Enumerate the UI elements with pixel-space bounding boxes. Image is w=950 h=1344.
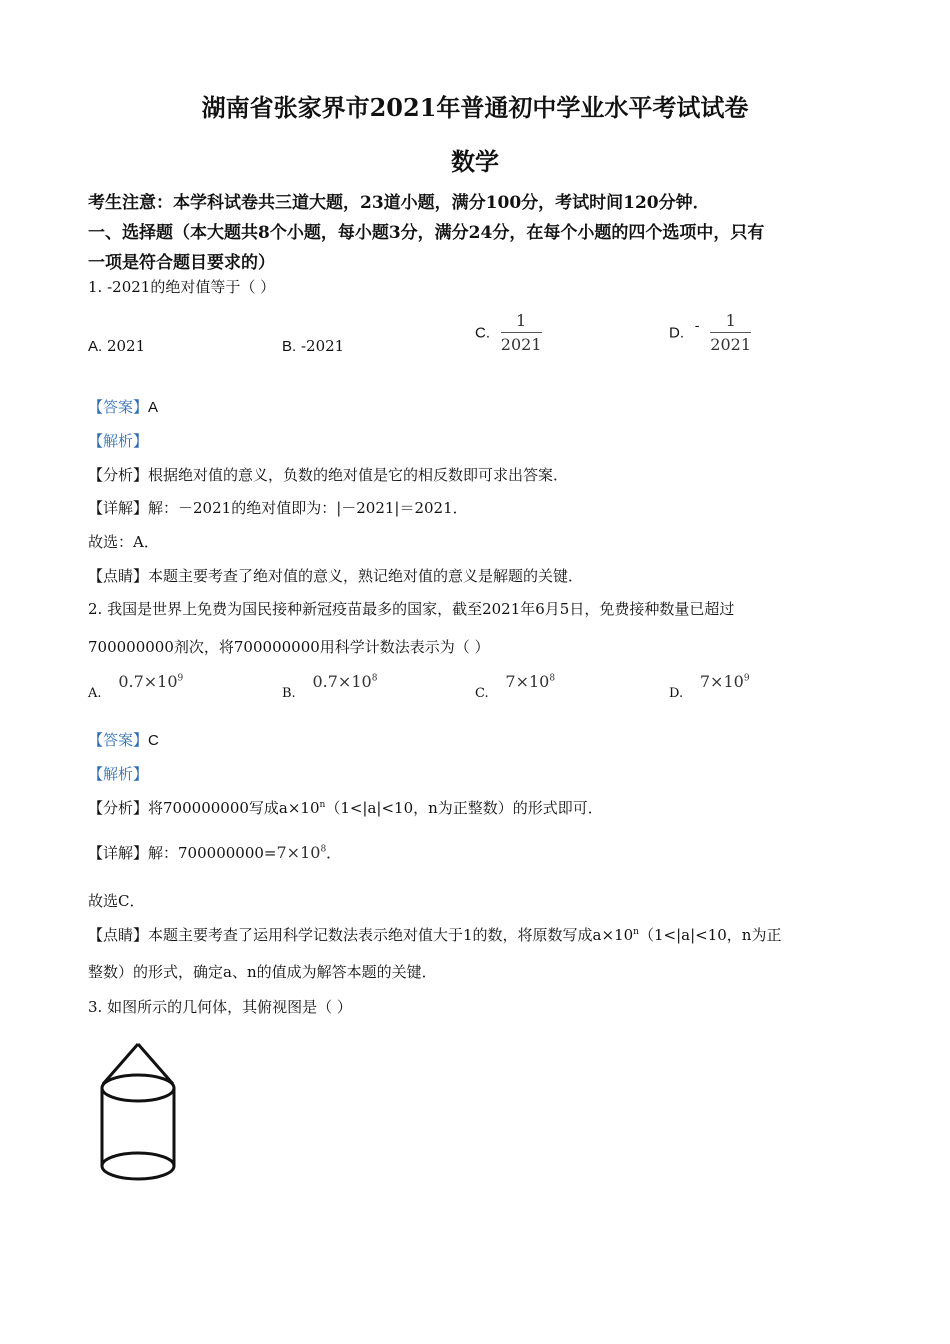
option-label: D.	[669, 686, 684, 701]
q1-option-d	[669, 310, 751, 357]
fraction	[710, 310, 751, 357]
fenxi-text-post: （1<|a|<10，n为正整数）的形式即可．	[325, 799, 603, 817]
subject-title: 数学	[451, 147, 499, 176]
fenxi-text-pre: 将700000000写成a×10	[148, 799, 320, 817]
option-label: C.	[475, 324, 490, 342]
option-math: $7\times 10^8$	[505, 672, 556, 691]
fraction-denominator: 2021	[710, 335, 752, 354]
xiangjie-tag: 【详解】	[88, 844, 149, 862]
q1-fenxi	[88, 464, 568, 485]
fraction-denominator: 2021	[500, 335, 542, 354]
q2-guxuan: 故选C．	[88, 892, 145, 910]
cylinder-bottom-ellipse	[102, 1153, 174, 1179]
q1-answer	[88, 396, 158, 417]
q2-option-d	[669, 672, 750, 701]
xiangjie-tag: 【详解】	[88, 499, 149, 517]
cone-cylinder-figure	[94, 1038, 184, 1186]
q1-analysis-tag: 【解析】	[88, 432, 149, 450]
q2-option-a	[88, 672, 183, 701]
q2-dianjing-line2: 整数）的形式，确定a、n的值成为解答本题的关键．	[88, 963, 437, 981]
question-2-stem-line2: 700000000剂次，将700000000用科学计数法表示为（ ）	[88, 638, 490, 656]
answer-value: A	[148, 399, 159, 416]
q2-option-c	[475, 672, 555, 701]
option-label: A.	[88, 338, 103, 355]
answer-value: C	[148, 732, 159, 749]
fenxi-text: 根据绝对值的意义，负数的绝对值是它的相反数即可求出答案．	[148, 466, 569, 484]
fenxi-sup: n	[319, 800, 326, 810]
q2-analysis-tag: 【解析】	[88, 765, 149, 783]
fenxi-tag: 【分析】	[88, 799, 149, 817]
question-2-stem-line1: 2. 我国是世界上免费为国民接种新冠疫苗最多的国家，截至2021年6月5日，免费接种数量已超过	[88, 600, 735, 618]
fraction	[501, 310, 542, 357]
section-heading-line1: 一、选择题（本大题共8个小题，每小题3分，满分24分，在每个小题的四个选项中，只有	[88, 223, 765, 243]
cylinder-top-ellipse	[102, 1075, 174, 1101]
fraction-numerator: 1	[501, 310, 542, 333]
q2-dianjing-line1	[88, 924, 781, 945]
q1-xiangjie	[88, 497, 468, 518]
option-label: B.	[282, 686, 296, 701]
option-label: B.	[282, 338, 297, 355]
option-math: $0.7\times 10^9$	[118, 672, 184, 691]
q2-fenxi	[88, 797, 603, 818]
q1-option-a	[88, 337, 145, 355]
answer-tag: 【答案】	[88, 731, 149, 749]
q2-answer	[88, 729, 159, 750]
section-heading-line2: 一项是符合题目要求的）	[88, 253, 275, 273]
q2-option-b	[282, 672, 377, 701]
option-label: D.	[669, 324, 684, 342]
xiangjie-text-post: ．	[326, 844, 342, 862]
option-label: C.	[475, 686, 489, 701]
exam-notice: 考生注意：本学科试卷共三道大题，23道小题，满分100分，考试时间120分钟．	[88, 193, 710, 213]
option-math: $0.7\times 10^8$	[312, 672, 378, 691]
dianjing-tag: 【点睛】	[88, 926, 149, 944]
minus-sign: -	[694, 317, 700, 334]
q1-dianjing	[88, 565, 583, 586]
option-label: A.	[88, 686, 102, 701]
fenxi-tag: 【分析】	[88, 466, 149, 484]
option-value: -2021	[300, 337, 345, 355]
option-value: 2021	[106, 337, 146, 355]
option-math: $7\times 10^9$	[699, 672, 750, 691]
xiangjie-math: $7\times 10^8$	[276, 843, 327, 862]
dianjing-tag: 【点睛】	[88, 567, 149, 585]
xiangjie-text-pre: 解：700000000=	[148, 844, 277, 862]
dianjing-text-pre: 本题主要考查了运用科学记数法表示绝对值大于1的数，将原数写成a×10	[148, 926, 634, 944]
answer-tag: 【答案】	[88, 398, 149, 416]
xiangjie-text: 解：－2021的绝对值即为：|－2021|＝2021．	[148, 499, 468, 517]
fraction-numerator: 1	[710, 310, 751, 333]
q1-option-c	[475, 310, 542, 357]
page-title: 湖南省张家界市2021年普通初中学业水平考试试卷	[201, 93, 749, 122]
question-3-stem: 3. 如图所示的几何体，其俯视图是（ ）	[88, 998, 352, 1016]
question-1-stem: 1. -2021的绝对值等于（ ）	[88, 278, 276, 296]
dianjing-text: 本题主要考查了绝对值的意义，熟记绝对值的意义是解题的关键．	[148, 567, 584, 585]
dianjing-sup: n	[633, 927, 639, 937]
dianjing-text-post: （1<|a|<10，n为正	[638, 926, 782, 944]
q1-guxuan: 故选：A．	[88, 533, 159, 551]
q2-xiangjie	[88, 842, 341, 863]
q1-option-b	[282, 337, 344, 355]
